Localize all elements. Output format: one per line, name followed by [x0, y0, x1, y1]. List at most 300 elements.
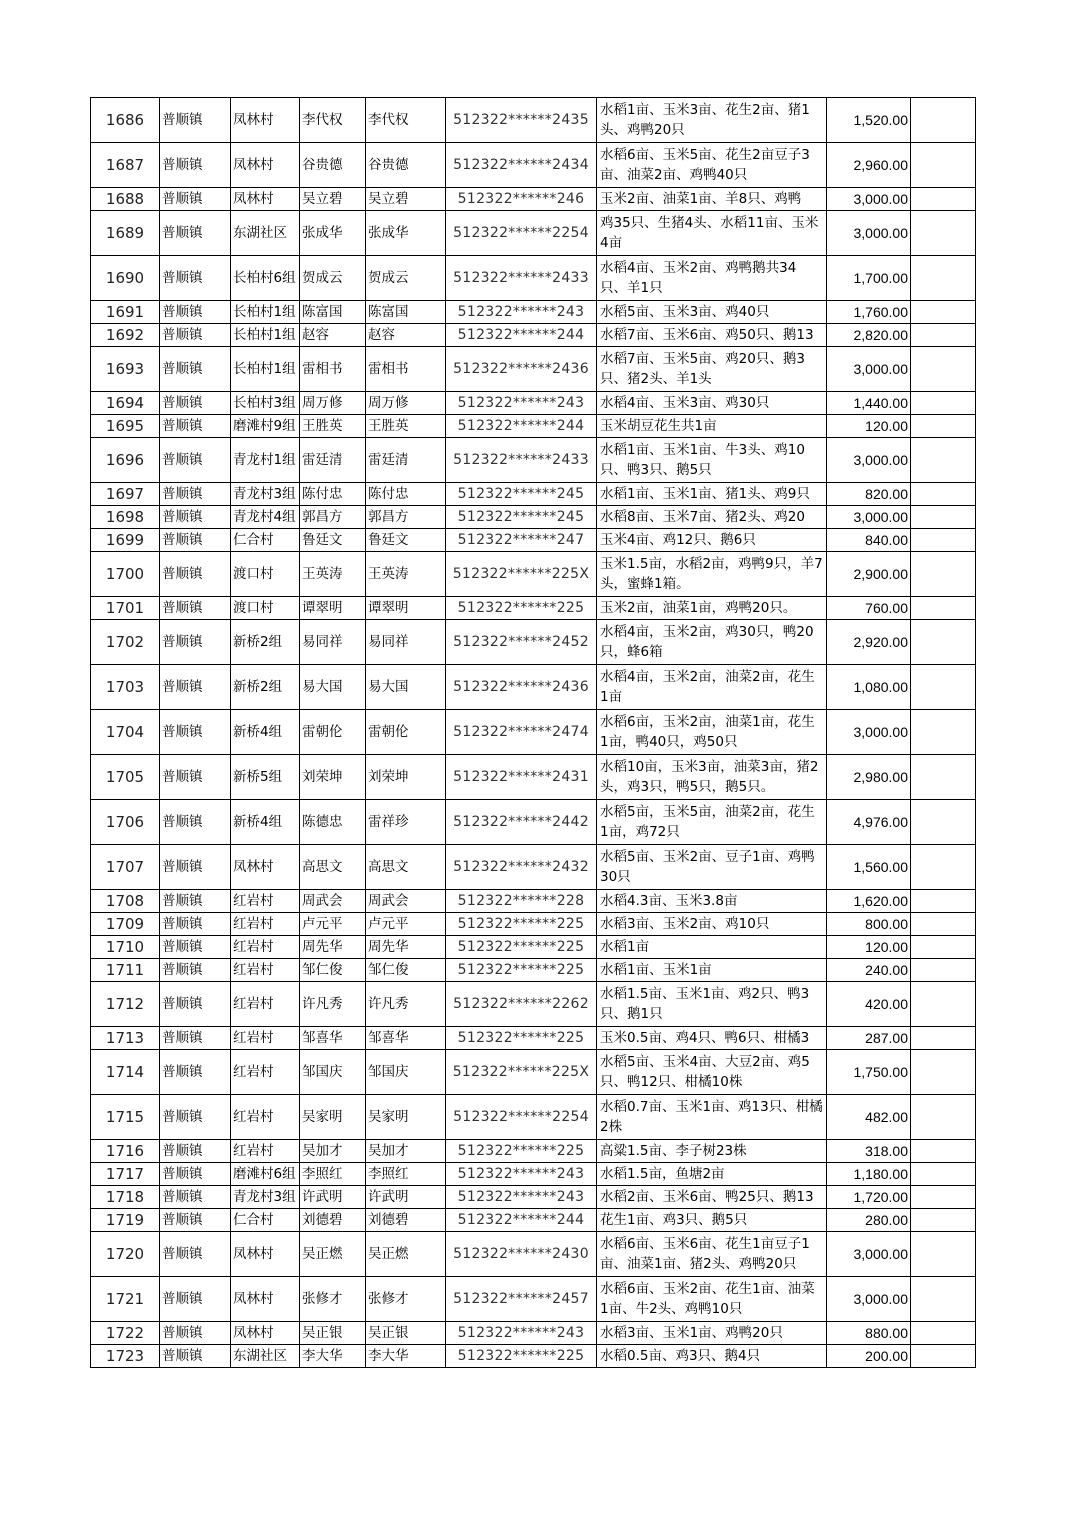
table-row [91, 1027, 976, 1050]
row-number: 1712 [91, 982, 160, 1027]
description-cell: 玉米4亩、鸡12只、鹅6只 [597, 529, 827, 552]
id-number-cell: 512322******2442 [446, 800, 597, 845]
row-number: 1720 [91, 1232, 160, 1277]
amount-cell: 3,000.00 [827, 506, 911, 529]
town-cell: 普顺镇 [160, 1232, 231, 1277]
table-row [91, 710, 976, 755]
village-cell: 东湖社区 [231, 211, 300, 256]
amount-cell: 1,560.00 [827, 845, 911, 890]
table-row [91, 1163, 976, 1186]
payee-cell: 雷相书 [366, 347, 446, 392]
town-cell: 普顺镇 [160, 800, 231, 845]
town-cell: 普顺镇 [160, 415, 231, 438]
payee-cell: 雷祥珍 [366, 800, 446, 845]
village-cell: 青龙村3组 [231, 1186, 300, 1209]
amount-cell: 3,000.00 [827, 347, 911, 392]
id-number-cell: 512322******2433 [446, 256, 597, 301]
row-number: 1709 [91, 913, 160, 936]
town-cell: 普顺镇 [160, 1345, 231, 1368]
name-cell: 吴立碧 [300, 188, 366, 211]
village-cell: 青龙村1组 [231, 438, 300, 483]
village-cell: 青龙村4组 [231, 506, 300, 529]
remark-cell [911, 665, 976, 710]
name-cell: 谷贵德 [300, 143, 366, 188]
id-number-cell: 512322******225 [446, 1140, 597, 1163]
village-cell: 红岩村 [231, 982, 300, 1027]
name-cell: 邹仁俊 [300, 959, 366, 982]
description-cell: 水稻1亩 [597, 936, 827, 959]
payee-cell: 卢元平 [366, 913, 446, 936]
payee-cell: 谷贵德 [366, 143, 446, 188]
town-cell: 普顺镇 [160, 506, 231, 529]
row-number: 1707 [91, 845, 160, 890]
remark-cell [911, 211, 976, 256]
village-cell: 长柏村6组 [231, 256, 300, 301]
village-cell: 新桥4组 [231, 800, 300, 845]
name-cell: 贺成云 [300, 256, 366, 301]
payee-cell: 吴正燃 [366, 1232, 446, 1277]
remark-cell [911, 438, 976, 483]
row-number: 1703 [91, 665, 160, 710]
village-cell: 东湖社区 [231, 1345, 300, 1368]
village-cell: 凤林村 [231, 143, 300, 188]
remark-cell [911, 1163, 976, 1186]
village-cell: 青龙村3组 [231, 483, 300, 506]
description-cell: 水稻0.5亩、鸡3只、鹅4只 [597, 1345, 827, 1368]
payee-cell: 吴正银 [366, 1322, 446, 1345]
village-cell: 红岩村 [231, 1140, 300, 1163]
remark-cell [911, 188, 976, 211]
description-cell: 水稻1亩、玉米1亩、猪1头、鸡9只 [597, 483, 827, 506]
payee-cell: 王胜英 [366, 415, 446, 438]
town-cell: 普顺镇 [160, 982, 231, 1027]
name-cell: 陈付忠 [300, 483, 366, 506]
table-row [91, 1140, 976, 1163]
id-number-cell: 512322******2435 [446, 98, 597, 143]
row-number: 1689 [91, 211, 160, 256]
payee-cell: 吴立碧 [366, 188, 446, 211]
town-cell: 普顺镇 [160, 1140, 231, 1163]
town-cell: 普顺镇 [160, 845, 231, 890]
name-cell: 雷朝伦 [300, 710, 366, 755]
description-cell: 玉米1.5亩，水稻2亩，鸡鸭9只，羊7头，蜜蜂1箱。 [597, 552, 827, 597]
description-cell: 水稻5亩、玉米4亩、大豆2亩、鸡5只、鸭12只、柑橘10株 [597, 1050, 827, 1095]
town-cell: 普顺镇 [160, 755, 231, 800]
table-row [91, 1186, 976, 1209]
remark-cell [911, 1277, 976, 1322]
name-cell: 吴正银 [300, 1322, 366, 1345]
name-cell: 易大国 [300, 665, 366, 710]
table-row [91, 301, 976, 324]
name-cell: 邹国庆 [300, 1050, 366, 1095]
name-cell: 陈德忠 [300, 800, 366, 845]
name-cell: 吴加才 [300, 1140, 366, 1163]
table-row [91, 665, 976, 710]
description-cell: 水稻4.3亩、玉米3.8亩 [597, 890, 827, 913]
payee-cell: 赵容 [366, 324, 446, 347]
id-number-cell: 512322******243 [446, 1163, 597, 1186]
row-number: 1697 [91, 483, 160, 506]
description-cell: 高粱1.5亩、李子树23株 [597, 1140, 827, 1163]
town-cell: 普顺镇 [160, 347, 231, 392]
amount-cell: 760.00 [827, 597, 911, 620]
row-number: 1718 [91, 1186, 160, 1209]
row-number: 1698 [91, 506, 160, 529]
row-number: 1692 [91, 324, 160, 347]
id-number-cell: 512322******2436 [446, 347, 597, 392]
town-cell: 普顺镇 [160, 529, 231, 552]
row-number: 1690 [91, 256, 160, 301]
village-cell: 长柏村1组 [231, 324, 300, 347]
payee-cell: 周武会 [366, 890, 446, 913]
name-cell: 谭翠明 [300, 597, 366, 620]
amount-cell: 2,960.00 [827, 143, 911, 188]
row-number: 1701 [91, 597, 160, 620]
remark-cell [911, 620, 976, 665]
amount-cell: 2,820.00 [827, 324, 911, 347]
amount-cell: 800.00 [827, 913, 911, 936]
payee-cell: 刘荣坤 [366, 755, 446, 800]
description-cell: 水稻4亩，玉米2亩，油菜2亩，花生1亩 [597, 665, 827, 710]
id-number-cell: 512322******2474 [446, 710, 597, 755]
town-cell: 普顺镇 [160, 597, 231, 620]
amount-cell: 2,920.00 [827, 620, 911, 665]
village-cell: 红岩村 [231, 1050, 300, 1095]
village-cell: 磨滩村6组 [231, 1163, 300, 1186]
remark-cell [911, 1095, 976, 1140]
remark-cell [911, 552, 976, 597]
village-cell: 新桥5组 [231, 755, 300, 800]
table-row [91, 1209, 976, 1232]
amount-cell: 1,180.00 [827, 1163, 911, 1186]
village-cell: 长柏村1组 [231, 301, 300, 324]
amount-cell: 3,000.00 [827, 710, 911, 755]
id-number-cell: 512322******2457 [446, 1277, 597, 1322]
name-cell: 卢元平 [300, 913, 366, 936]
table-row [91, 982, 976, 1027]
id-number-cell: 512322******2431 [446, 755, 597, 800]
row-number: 1688 [91, 188, 160, 211]
name-cell: 周武会 [300, 890, 366, 913]
description-cell: 水稻6亩，玉米2亩，油菜1亩，花生1亩，鸭40只，鸡50只 [597, 710, 827, 755]
village-cell: 凤林村 [231, 1322, 300, 1345]
remark-cell [911, 415, 976, 438]
table-row [91, 845, 976, 890]
id-number-cell: 512322******225 [446, 597, 597, 620]
town-cell: 普顺镇 [160, 710, 231, 755]
description-cell: 水稻1亩、玉米3亩、花生2亩、猪1头、鸡鸭20只 [597, 98, 827, 143]
table-row [91, 143, 976, 188]
id-number-cell: 512322******225 [446, 936, 597, 959]
town-cell: 普顺镇 [160, 913, 231, 936]
village-cell: 红岩村 [231, 936, 300, 959]
remark-cell [911, 913, 976, 936]
description-cell: 水稻1.5亩，鱼塘2亩 [597, 1163, 827, 1186]
remark-cell [911, 506, 976, 529]
remark-cell [911, 143, 976, 188]
name-cell: 赵容 [300, 324, 366, 347]
id-number-cell: 512322******243 [446, 1322, 597, 1345]
description-cell: 玉米胡豆花生共1亩 [597, 415, 827, 438]
row-number: 1716 [91, 1140, 160, 1163]
amount-cell: 1,620.00 [827, 890, 911, 913]
id-number-cell: 512322******225 [446, 1345, 597, 1368]
village-cell: 仁合村 [231, 529, 300, 552]
payee-cell: 陈富国 [366, 301, 446, 324]
remark-cell [911, 597, 976, 620]
amount-cell: 3,000.00 [827, 1232, 911, 1277]
row-number: 1715 [91, 1095, 160, 1140]
name-cell: 李代权 [300, 98, 366, 143]
id-number-cell: 512322******2254 [446, 1095, 597, 1140]
payee-cell: 邹仁俊 [366, 959, 446, 982]
remark-cell [911, 324, 976, 347]
remark-cell [911, 845, 976, 890]
row-number: 1695 [91, 415, 160, 438]
row-number: 1696 [91, 438, 160, 483]
amount-cell: 1,750.00 [827, 1050, 911, 1095]
table-row [91, 1322, 976, 1345]
table-row [91, 483, 976, 506]
id-number-cell: 512322******2434 [446, 143, 597, 188]
payee-cell: 李照红 [366, 1163, 446, 1186]
amount-cell: 3,000.00 [827, 438, 911, 483]
remark-cell [911, 1027, 976, 1050]
row-number: 1699 [91, 529, 160, 552]
town-cell: 普顺镇 [160, 483, 231, 506]
name-cell: 许武明 [300, 1186, 366, 1209]
payee-cell: 李代权 [366, 98, 446, 143]
remark-cell [911, 256, 976, 301]
remark-cell [911, 301, 976, 324]
name-cell: 雷廷清 [300, 438, 366, 483]
id-number-cell: 512322******243 [446, 392, 597, 415]
payee-cell: 张修才 [366, 1277, 446, 1322]
amount-cell: 820.00 [827, 483, 911, 506]
remark-cell [911, 755, 976, 800]
name-cell: 许凡秀 [300, 982, 366, 1027]
village-cell: 仁合村 [231, 1209, 300, 1232]
town-cell: 普顺镇 [160, 188, 231, 211]
amount-cell: 280.00 [827, 1209, 911, 1232]
table-row [91, 936, 976, 959]
payee-cell: 谭翠明 [366, 597, 446, 620]
table-row [91, 1345, 976, 1368]
town-cell: 普顺镇 [160, 438, 231, 483]
id-number-cell: 512322******225 [446, 913, 597, 936]
description-cell: 水稻3亩、玉米2亩、鸡10只 [597, 913, 827, 936]
table-row [91, 890, 976, 913]
description-cell: 水稻7亩、玉米5亩、鸡20只、鹅3只、猪2头、羊1头 [597, 347, 827, 392]
id-number-cell: 512322******2452 [446, 620, 597, 665]
description-cell: 玉米0.5亩、鸡4只、鸭6只、柑橘3 [597, 1027, 827, 1050]
amount-cell: 200.00 [827, 1345, 911, 1368]
village-cell: 凤林村 [231, 1232, 300, 1277]
town-cell: 普顺镇 [160, 301, 231, 324]
town-cell: 普顺镇 [160, 1209, 231, 1232]
village-cell: 新桥2组 [231, 620, 300, 665]
payee-cell: 郭昌方 [366, 506, 446, 529]
village-cell: 凤林村 [231, 98, 300, 143]
row-number: 1700 [91, 552, 160, 597]
name-cell: 陈富国 [300, 301, 366, 324]
table-row [91, 529, 976, 552]
row-number: 1710 [91, 936, 160, 959]
village-cell: 凤林村 [231, 188, 300, 211]
row-number: 1723 [91, 1345, 160, 1368]
description-cell: 水稻4亩，玉米2亩，鸡30只，鸭20只，蜂6箱 [597, 620, 827, 665]
name-cell: 雷相书 [300, 347, 366, 392]
row-number: 1713 [91, 1027, 160, 1050]
remark-cell [911, 1050, 976, 1095]
town-cell: 普顺镇 [160, 890, 231, 913]
amount-cell: 1,720.00 [827, 1186, 911, 1209]
description-cell: 水稻6亩、玉米5亩、花生2亩豆子3亩、油菜2亩、鸡鸭40只 [597, 143, 827, 188]
table-row [91, 800, 976, 845]
town-cell: 普顺镇 [160, 1322, 231, 1345]
amount-cell: 3,000.00 [827, 188, 911, 211]
id-number-cell: 512322******2433 [446, 438, 597, 483]
village-cell: 长柏村1组 [231, 347, 300, 392]
town-cell: 普顺镇 [160, 959, 231, 982]
name-cell: 刘荣坤 [300, 755, 366, 800]
name-cell: 周先华 [300, 936, 366, 959]
description-cell: 玉米2亩，油菜1亩，鸡鸭20只。 [597, 597, 827, 620]
payee-cell: 张成华 [366, 211, 446, 256]
remark-cell [911, 392, 976, 415]
amount-cell: 1,700.00 [827, 256, 911, 301]
row-number: 1686 [91, 98, 160, 143]
town-cell: 普顺镇 [160, 1163, 231, 1186]
id-number-cell: 512322******2436 [446, 665, 597, 710]
payee-cell: 邹国庆 [366, 1050, 446, 1095]
description-cell: 玉米2亩、油菜1亩、羊8只、鸡鸭 [597, 188, 827, 211]
amount-cell: 240.00 [827, 959, 911, 982]
name-cell: 李大华 [300, 1345, 366, 1368]
village-cell: 凤林村 [231, 845, 300, 890]
row-number: 1711 [91, 959, 160, 982]
id-number-cell: 512322******244 [446, 324, 597, 347]
amount-cell: 287.00 [827, 1027, 911, 1050]
town-cell: 普顺镇 [160, 1186, 231, 1209]
remark-cell [911, 98, 976, 143]
town-cell: 普顺镇 [160, 936, 231, 959]
town-cell: 普顺镇 [160, 552, 231, 597]
id-number-cell: 512322******225X [446, 552, 597, 597]
remark-cell [911, 1209, 976, 1232]
row-number: 1714 [91, 1050, 160, 1095]
town-cell: 普顺镇 [160, 143, 231, 188]
table-row [91, 1277, 976, 1322]
town-cell: 普顺镇 [160, 620, 231, 665]
amount-cell: 840.00 [827, 529, 911, 552]
remark-cell [911, 710, 976, 755]
id-number-cell: 512322******225X [446, 1050, 597, 1095]
description-cell: 水稻10亩，玉米3亩，油菜3亩，猪2头，鸡3只，鸭5只，鹅5只。 [597, 755, 827, 800]
payee-cell: 陈付忠 [366, 483, 446, 506]
payee-cell: 许凡秀 [366, 982, 446, 1027]
name-cell: 郭昌方 [300, 506, 366, 529]
description-cell: 水稻0.7亩、玉米1亩、鸡13只、柑橘2株 [597, 1095, 827, 1140]
payee-cell: 吴家明 [366, 1095, 446, 1140]
amount-cell: 4,976.00 [827, 800, 911, 845]
description-cell: 水稻1亩、玉米1亩、牛3头、鸡10只、鸭3只、鹅5只 [597, 438, 827, 483]
id-number-cell: 512322******244 [446, 1209, 597, 1232]
row-number: 1708 [91, 890, 160, 913]
remark-cell [911, 982, 976, 1027]
id-number-cell: 512322******228 [446, 890, 597, 913]
table-row [91, 347, 976, 392]
id-number-cell: 512322******225 [446, 1027, 597, 1050]
description-cell: 水稻1.5亩、玉米1亩、鸡2只、鸭3只、鹅1只 [597, 982, 827, 1027]
payee-cell: 贺成云 [366, 256, 446, 301]
id-number-cell: 512322******243 [446, 301, 597, 324]
payee-cell: 许武明 [366, 1186, 446, 1209]
description-cell: 水稻5亩、玉米3亩、鸡40只 [597, 301, 827, 324]
town-cell: 普顺镇 [160, 211, 231, 256]
village-cell: 红岩村 [231, 1027, 300, 1050]
table-row [91, 959, 976, 982]
table-row [91, 98, 976, 143]
table-row [91, 1050, 976, 1095]
table-row [91, 506, 976, 529]
description-cell: 水稻2亩、玉米6亩、鸭25只、鹅13 [597, 1186, 827, 1209]
table-row [91, 188, 976, 211]
amount-cell: 120.00 [827, 936, 911, 959]
row-number: 1702 [91, 620, 160, 665]
village-cell: 渡口村 [231, 552, 300, 597]
remark-cell [911, 347, 976, 392]
table-body [91, 98, 976, 1368]
id-number-cell: 512322******243 [446, 1186, 597, 1209]
name-cell: 吴正燃 [300, 1232, 366, 1277]
town-cell: 普顺镇 [160, 1095, 231, 1140]
town-cell: 普顺镇 [160, 256, 231, 301]
table-row [91, 597, 976, 620]
remark-cell [911, 1345, 976, 1368]
name-cell: 张修才 [300, 1277, 366, 1322]
description-cell: 水稻4亩、玉米2亩、鸡鸭鹅共34只、羊1只 [597, 256, 827, 301]
table-row [91, 755, 976, 800]
remark-cell [911, 959, 976, 982]
payee-cell: 王英涛 [366, 552, 446, 597]
name-cell: 张成华 [300, 211, 366, 256]
remark-cell [911, 800, 976, 845]
payee-cell: 周万修 [366, 392, 446, 415]
payee-cell: 易大国 [366, 665, 446, 710]
table-row [91, 1095, 976, 1140]
amount-cell: 1,520.00 [827, 98, 911, 143]
village-cell: 凤林村 [231, 1277, 300, 1322]
amount-cell: 1,760.00 [827, 301, 911, 324]
row-number: 1721 [91, 1277, 160, 1322]
remark-cell [911, 483, 976, 506]
description-cell: 水稻4亩、玉米3亩、鸡30只 [597, 392, 827, 415]
village-cell: 红岩村 [231, 890, 300, 913]
description-cell: 水稻6亩、玉米6亩、花生1亩豆子1亩、油菜1亩、猪2头、鸡鸭20只 [597, 1232, 827, 1277]
town-cell: 普顺镇 [160, 665, 231, 710]
remark-cell [911, 1186, 976, 1209]
name-cell: 邹喜华 [300, 1027, 366, 1050]
amount-cell: 3,000.00 [827, 211, 911, 256]
row-number: 1694 [91, 392, 160, 415]
description-cell: 鸡35只、生猪4头、水稻11亩、玉米4亩 [597, 211, 827, 256]
village-cell: 新桥2组 [231, 665, 300, 710]
row-number: 1704 [91, 710, 160, 755]
table-row [91, 256, 976, 301]
id-number-cell: 512322******247 [446, 529, 597, 552]
description-cell: 水稻5亩，玉米5亩，油菜2亩，花生1亩，鸡72只 [597, 800, 827, 845]
